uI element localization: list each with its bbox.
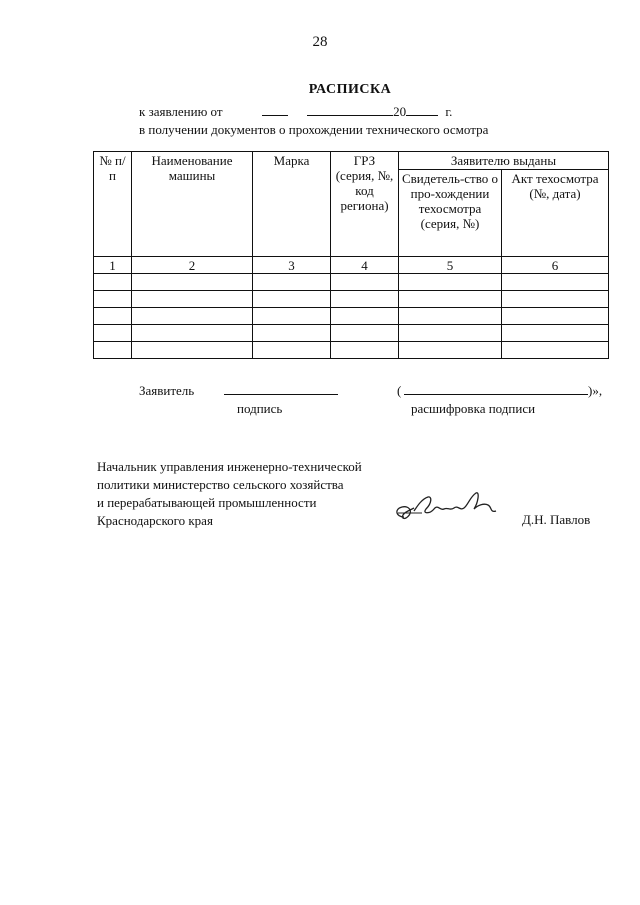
statement-line-2: в получении документов о прохождении технического осмотра [139, 122, 489, 137]
year-prefix: 20 [393, 104, 407, 119]
applicant-signature-line [224, 394, 338, 395]
table-row [94, 291, 609, 308]
table-row [94, 342, 609, 359]
column-number: 5 [399, 257, 502, 274]
header-issued-group: Заявителю выданы [399, 152, 609, 170]
statement-prefix: к заявлению от [139, 104, 223, 119]
handwritten-signature [392, 487, 500, 527]
table-row [94, 308, 609, 325]
official-position-line: политики министерство сельского хозяйства [97, 477, 344, 492]
page-number: 28 [312, 34, 328, 50]
column-number: 1 [94, 257, 132, 274]
paren-close: )», [588, 383, 603, 398]
column-number: 2 [132, 257, 253, 274]
official-position-line: Краснодарского края [97, 513, 213, 528]
official-position-line: и перерабатывающей промышленности [97, 495, 317, 510]
official-position [97, 458, 362, 530]
document-title: РАСПИСКА [308, 82, 392, 97]
month-blank [307, 104, 393, 116]
decode-signature-line [404, 394, 588, 395]
header-certificate: Свидетель-ство о про-хождении техосмотра (серия, №) [399, 170, 502, 257]
signature-caption: подпись [237, 401, 283, 416]
header-act: Акт техосмотра (№, дата) [502, 170, 609, 257]
column-number: 3 [253, 257, 331, 274]
table-row [94, 325, 609, 342]
column-number-row [94, 257, 609, 274]
header-plate: ГРЗ (серия, №, код региона) [331, 152, 399, 257]
statement-line-1 [139, 104, 452, 120]
column-number: 4 [331, 257, 399, 274]
column-number: 6 [502, 257, 609, 274]
official-position-line: Начальник управления инженерно-технической [97, 459, 362, 474]
day-blank [262, 104, 288, 116]
paren-open: ( [397, 383, 402, 398]
year-suffix: г. [445, 104, 453, 119]
receipt-table [93, 151, 609, 359]
header-brand: Марка [253, 152, 331, 257]
table-row [94, 274, 609, 291]
header-num: № п/п [94, 152, 132, 257]
official-name: Д.Н. Павлов [522, 512, 591, 527]
header-machine-name: Наименование машины [132, 152, 253, 257]
year-blank [406, 104, 438, 116]
decode-caption: расшифровка подписи [411, 401, 536, 416]
applicant-label: Заявитель [139, 383, 195, 398]
